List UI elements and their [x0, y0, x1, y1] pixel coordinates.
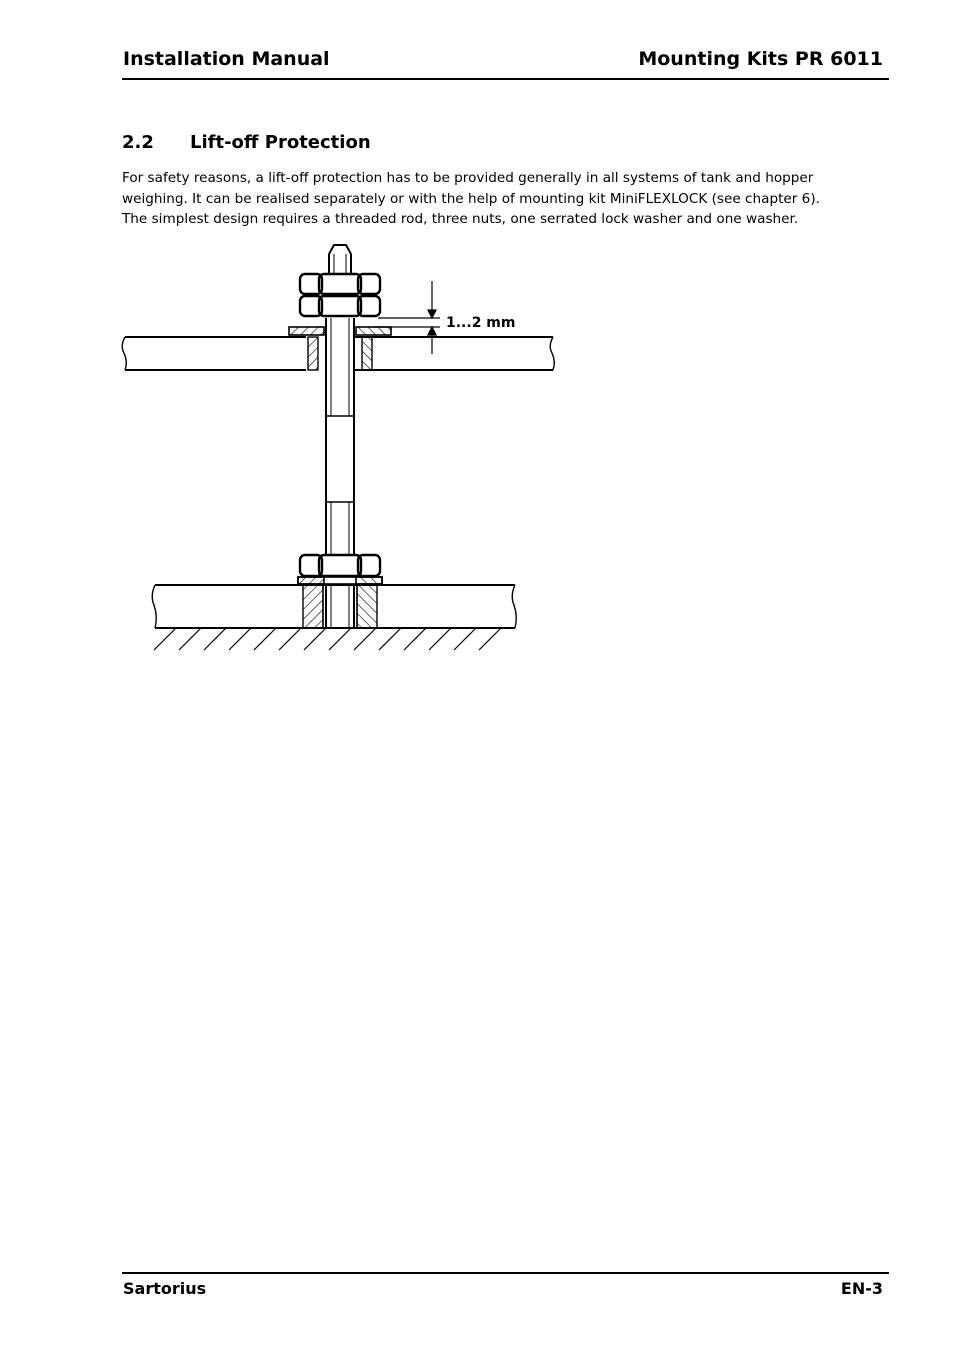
footer-page-number: EN-3: [840, 1279, 883, 1298]
gap-dimension: [372, 281, 440, 354]
header-product: Mounting Kits PR 6011: [638, 48, 883, 70]
footer-company: Sartorius: [123, 1279, 207, 1298]
lift-off-protection-drawing: [110, 238, 570, 658]
upper-plate: [122, 337, 554, 370]
section-number: 2.2: [122, 132, 154, 153]
ground-hatching: [154, 628, 501, 650]
lift-off-protection-figure: [110, 238, 570, 662]
threaded-rod: [326, 245, 354, 555]
foundation-plate: [152, 584, 516, 628]
body-line: weighing. It can be realised separately or with the help of mounting kit MiniFLEXLOCK (see chapter 6).: [122, 190, 820, 207]
upper-washer: [289, 327, 391, 335]
upper-lock-nuts: [300, 274, 380, 316]
header-title: Installation Manual: [123, 48, 330, 70]
body-paragraph: [122, 168, 862, 230]
body-line: For safety reasons, a lift-off protection has to be provided generally in all systems of tank and hopper: [122, 170, 814, 186]
page-header: [122, 46, 889, 80]
gap-dimension-label: 1...2 mm: [446, 315, 516, 331]
section-heading: [122, 132, 371, 153]
body-line: The simplest design requires a threaded rod, three nuts, one serrated lock washer and one washer.: [122, 211, 799, 227]
page-footer: [122, 1272, 889, 1298]
lower-washer: [298, 577, 382, 584]
lower-nut: [300, 555, 380, 576]
section-title: Lift-off Protection: [190, 132, 371, 153]
